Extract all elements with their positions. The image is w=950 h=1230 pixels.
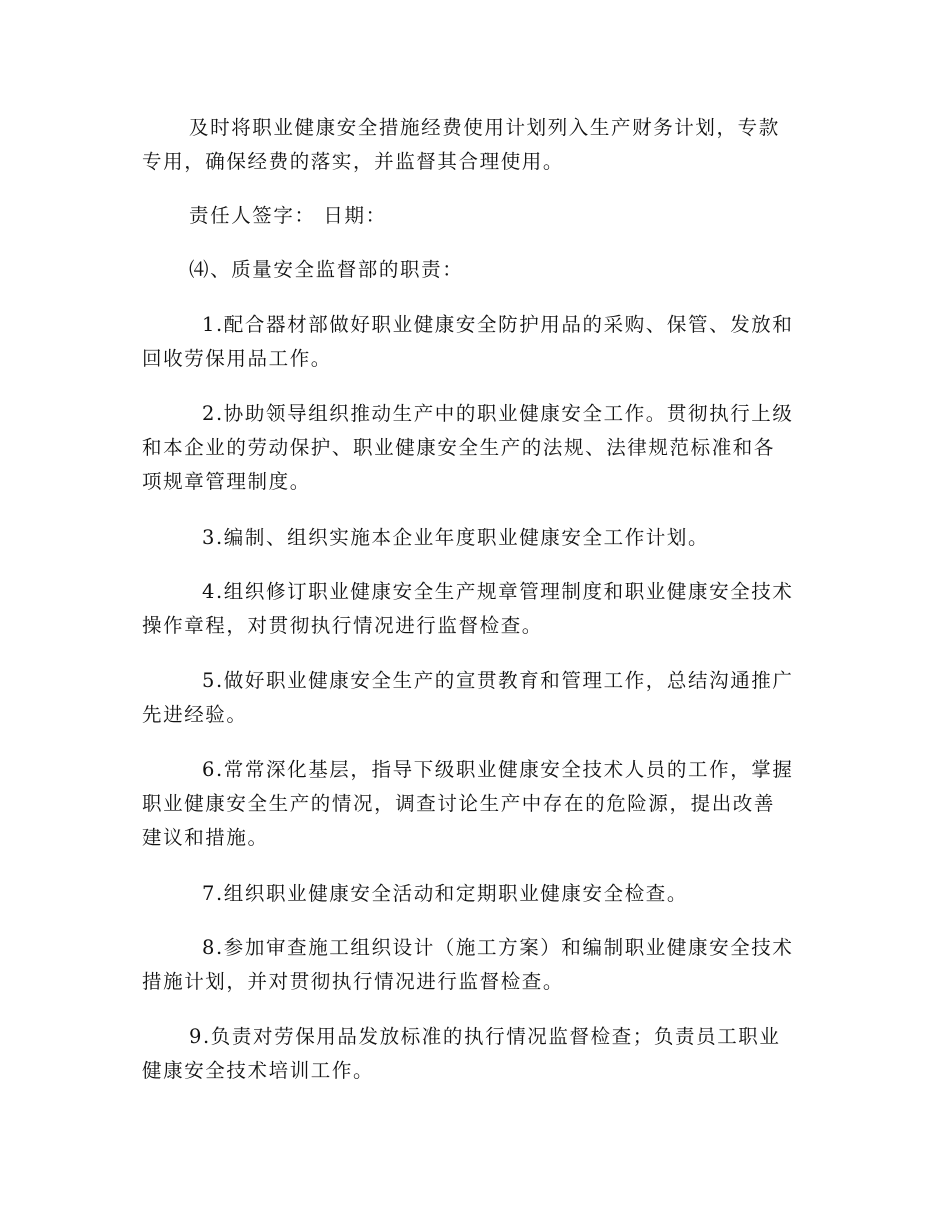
list-item [142, 664, 822, 732]
text-line: 及时将职业健康安全措施经费使用计划列入生产财务计划，专款 [189, 116, 780, 139]
text-line: 4.组织修订职业健康安全生产规章管理制度和职业健康安全技术 [202, 580, 794, 603]
text-line: 健康安全技术培训工作。 [142, 1059, 375, 1082]
text-line: 9.负责对劳保用品发放标准的执行情况监督检查；负责员工职业 [189, 1025, 781, 1048]
text-line: 2.协助领导组织推动生产中的职业健康安全工作。贯彻执行上级 [202, 402, 794, 425]
text-line: 操作章程，对贯彻执行情况进行监督检查。 [142, 614, 543, 637]
list-item [142, 575, 822, 643]
list-item [142, 308, 822, 376]
list-item [142, 521, 822, 555]
text-line: 责任人签字： 日期： [189, 204, 387, 227]
list-item [142, 877, 822, 911]
text-line: 回收劳保用品工作。 [142, 347, 332, 370]
text-line: ⑷、质量安全监督部的职责： [189, 258, 464, 281]
text-line: 7.组织职业健康安全活动和定期职业健康安全检查。 [202, 882, 689, 905]
text-line: 3.编制、组织实施本企业年度职业健康安全工作计划。 [202, 526, 710, 549]
text-line: 先进经验。 [142, 703, 248, 726]
text-line: 和本企业的劳动保护、职业健康安全生产的法规、法律规范标准和各 [142, 436, 776, 459]
text-line: 措施计划，并对贯彻执行情况进行监督检查。 [142, 970, 565, 993]
text-line: 6.常常深化基层，指导下级职业健康安全技术人员的工作，掌握 [202, 758, 794, 781]
text-line: 项规章管理制度。 [142, 470, 311, 493]
list-item [142, 397, 822, 499]
list-item [142, 753, 822, 855]
text-line: 1.配合器材部做好职业健康安全防护用品的采购、保管、发放和 [202, 313, 794, 336]
list-item [142, 931, 822, 999]
paragraph-funding [142, 111, 822, 179]
text-line: 专用，确保经费的落实，并监督其合理使用。 [142, 150, 565, 173]
signature-line [142, 199, 822, 233]
list-item [142, 1020, 822, 1088]
text-line: 建议和措施。 [142, 826, 269, 849]
text-line: 职业健康安全生产的情况，调查讨论生产中存在的危险源，提出改善 [142, 792, 776, 815]
text-line: 8.参加审查施工组织设计（施工方案）和编制职业健康安全技术 [202, 936, 794, 959]
section-heading [142, 253, 822, 287]
text-line: 5.做好职业健康安全生产的宣贯教育和管理工作，总结沟通推广 [202, 669, 794, 692]
